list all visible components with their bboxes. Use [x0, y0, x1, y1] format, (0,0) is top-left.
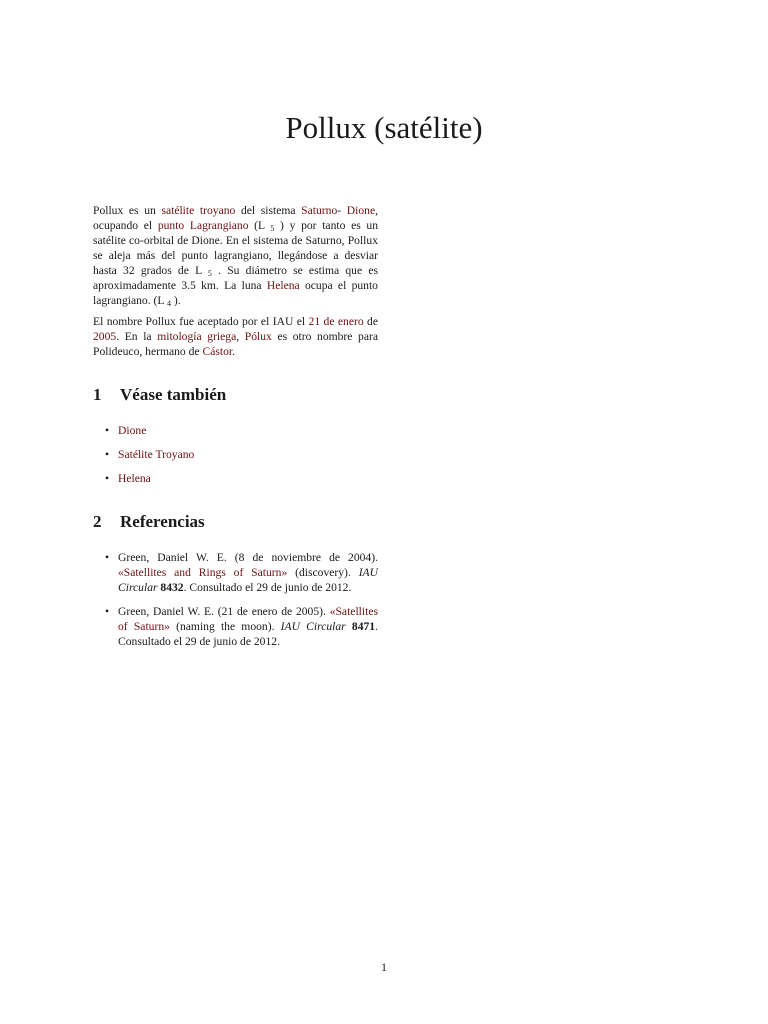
subscript: 4	[166, 299, 171, 308]
list-item	[93, 423, 378, 438]
reference-author: Green, Daniel W. E. (8 de noviembre de 2004).	[118, 551, 378, 564]
see-also-link-dione[interactable]: Dione	[118, 424, 147, 437]
page-number: 1	[381, 960, 387, 974]
section-number: 1	[93, 385, 102, 404]
link-satelite-troyano[interactable]: satélite troyano	[161, 204, 236, 217]
link-punto-lagrangiano[interactable]: punto Lagrangiano	[157, 219, 249, 232]
intro-paragraph-2	[93, 314, 378, 359]
reference-issue: 8471	[345, 620, 376, 633]
intro-paragraph-1	[93, 203, 378, 308]
list-item	[93, 447, 378, 462]
text: Pollux es un	[93, 204, 162, 217]
reference-link[interactable]: «Satellites of Saturn»	[118, 605, 378, 633]
reference-issue: 8432	[157, 581, 184, 594]
see-also-link-satelite-troyano[interactable]: Satélite Troyano	[118, 448, 195, 461]
bullet-icon: •	[105, 551, 110, 564]
text: . Su diámetro se estima que es aproximadamente 3.5 km. La luna	[93, 264, 378, 292]
section-heading-referencias	[93, 512, 378, 532]
section-heading-vease-tambien	[93, 385, 378, 405]
reference-journal: IAU Circular	[118, 566, 379, 594]
link-polux[interactable]: Pólux	[244, 330, 272, 343]
references-list	[93, 550, 378, 649]
article-body	[93, 203, 378, 658]
text: (L	[248, 219, 271, 232]
reference-link[interactable]: «Satellites and Rings of Saturn»	[118, 566, 288, 579]
reference-journal: IAU Circular	[280, 620, 346, 633]
link-dione[interactable]: Dione	[346, 204, 376, 217]
link-castor[interactable]: Cástor	[202, 345, 233, 358]
text: del sistema	[235, 204, 302, 217]
bullet-icon: •	[105, 605, 110, 618]
page-title: Pollux (satélite)	[285, 110, 483, 145]
bullet-icon: •	[105, 424, 110, 437]
reference-accessed: . Consultado el 29 de junio de 2012.	[118, 620, 378, 648]
text: . En la	[116, 330, 158, 343]
text: de	[363, 315, 378, 328]
text: -	[337, 204, 347, 217]
text: ).	[170, 294, 181, 307]
section-title: Véase también	[120, 385, 227, 404]
text: es otro nombre para Polideuco, hermano de	[93, 330, 379, 358]
subscript: 5	[270, 224, 275, 233]
subscript: 5	[207, 269, 212, 278]
see-also-link-helena[interactable]: Helena	[118, 472, 151, 485]
link-helena[interactable]: Helena	[266, 279, 300, 292]
link-saturno[interactable]: Saturno	[301, 204, 338, 217]
bullet-icon: •	[105, 448, 110, 461]
reference-note: (naming the moon).	[169, 620, 281, 633]
reference-author: Green, Daniel W. E. (21 de enero de 2005).	[118, 605, 330, 618]
text: ocupa el punto lagrangiano. (L	[93, 279, 378, 307]
text: ) y por tanto es un satélite co-orbital de Dione. En el sistema de Saturno, Pollux se aleja más del punto lagrangiano, llegándose a desviar hasta 32 grados de L	[93, 219, 378, 277]
list-item	[93, 471, 378, 486]
text: .	[232, 345, 236, 358]
see-also-list	[93, 423, 378, 486]
link-mitologia-griega[interactable]: mitología griega	[157, 330, 237, 343]
link-2005[interactable]: 2005	[93, 330, 117, 343]
reference-item	[93, 604, 378, 649]
bullet-icon: •	[105, 472, 110, 485]
text: ,	[236, 330, 245, 343]
text: , ocupando el	[93, 204, 378, 232]
link-21-de-enero[interactable]: 21 de enero	[308, 315, 364, 328]
reference-item	[93, 550, 378, 595]
text: El nombre Pollux fue aceptado por el IAU el	[93, 315, 309, 328]
reference-note: (discovery).	[287, 566, 359, 579]
reference-accessed: . Consultado el 29 de junio de 2012.	[183, 581, 352, 594]
section-number: 2	[93, 512, 102, 531]
section-title: Referencias	[120, 512, 205, 531]
